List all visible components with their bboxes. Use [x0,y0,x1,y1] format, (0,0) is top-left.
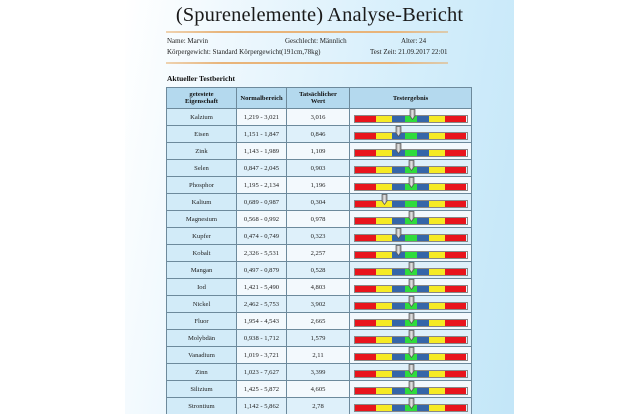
patient-gender: Geschlecht: Männlich [285,37,347,45]
cell-property: Strontium [167,398,237,414]
scale-segment [376,133,392,139]
cell-actual-value: 3,399 [287,364,350,381]
cell-actual-value: 0,903 [287,160,350,177]
scale-bar [354,200,468,208]
cell-test-result [350,126,472,143]
cell-actual-value: 0,528 [287,262,350,279]
scale-segment [392,354,405,360]
scale-segment [417,133,429,139]
scale-segment [417,116,429,122]
scale-segment [429,354,445,360]
scale-segment [445,354,467,360]
scale-segment [417,167,429,173]
result-marker-icon [395,126,402,137]
result-scale [354,126,468,142]
scale-segment [417,269,429,275]
scale-segment [392,388,405,394]
result-scale [354,279,468,295]
scale-segment [445,286,467,292]
result-marker-icon [409,109,416,120]
divider-bottom [166,62,448,64]
cell-test-result [350,330,472,347]
cell-actual-value: 3,016 [287,109,350,126]
scale-segment [376,405,392,411]
report-page [125,0,514,414]
cell-property: Magnesium [167,211,237,228]
result-scale [354,296,468,312]
cell-actual-value: 4,803 [287,279,350,296]
scale-segment [392,405,405,411]
result-scale [354,211,468,227]
cell-test-result [350,364,472,381]
scale-segment [429,184,445,190]
scale-segment [392,320,405,326]
scale-segment [355,354,377,360]
scale-segment [376,252,392,258]
cell-actual-value: 1,196 [287,177,350,194]
cell-test-result [350,262,472,279]
table-row [167,109,472,126]
cell-property: Nickel [167,296,237,313]
cell-test-result [350,211,472,228]
scale-segment [376,388,392,394]
result-marker-icon [408,262,415,273]
result-marker-icon [408,381,415,392]
cell-property: Kalzium [167,109,237,126]
scale-segment [376,184,392,190]
scale-segment [417,371,429,377]
cell-test-result [350,279,472,296]
scale-segment [355,320,377,326]
cell-property: Iod [167,279,237,296]
result-scale [354,160,468,176]
header-actual-line1: Tatsächlicher [299,91,337,98]
scale-segment [445,184,467,190]
cell-property: Zink [167,143,237,160]
cell-property: Zinn [167,364,237,381]
cell-test-result [350,160,472,177]
cell-test-result [350,194,472,211]
cell-test-result [350,109,472,126]
scale-segment [429,116,445,122]
table-row [167,245,472,262]
scale-segment [429,286,445,292]
cell-normal-range: 0,938 - 1,712 [237,330,287,347]
cell-property: Kobalt [167,245,237,262]
scale-segment [445,269,467,275]
cell-actual-value: 4,605 [287,381,350,398]
cell-actual-value: 2,11 [287,347,350,364]
scale-segment [355,167,377,173]
result-scale [354,262,468,278]
scale-segment [445,201,467,207]
table-row [167,262,472,279]
scale-segment [376,218,392,224]
cell-test-result [350,245,472,262]
result-scale [354,143,468,159]
scale-segment [417,354,429,360]
scale-segment [392,116,405,122]
scale-segment [445,116,467,122]
scale-segment [417,337,429,343]
scale-segment [376,167,392,173]
patient-age: Alter: 24 [401,37,427,45]
scale-segment [405,150,418,156]
scale-segment [445,235,467,241]
scale-segment [392,269,405,275]
scale-segment [355,371,377,377]
cell-test-result [350,398,472,414]
table-row [167,296,472,313]
result-marker-icon [408,279,415,290]
header-test-result: Testergebnis [350,88,472,109]
scale-segment [417,235,429,241]
patient-name: Name: Marvin [167,37,209,45]
result-marker-icon [408,313,415,324]
scale-segment [392,167,405,173]
scale-segment [355,184,377,190]
scale-segment [376,303,392,309]
scale-segment [417,286,429,292]
scale-segment [392,303,405,309]
scale-segment [392,184,405,190]
table-row [167,381,472,398]
scale-segment [429,133,445,139]
scale-segment [392,218,405,224]
scale-segment [417,201,429,207]
result-scale [354,177,468,193]
scale-segment [355,116,377,122]
result-marker-icon [395,228,402,239]
cell-property: Selen [167,160,237,177]
scale-segment [355,337,377,343]
cell-actual-value: 1,109 [287,143,350,160]
scale-segment [445,405,467,411]
result-scale [354,364,468,380]
cell-actual-value: 2,257 [287,245,350,262]
cell-test-result [350,177,472,194]
scale-segment [429,150,445,156]
table-row [167,126,472,143]
cell-property: Phosphor [167,177,237,194]
scale-segment [417,303,429,309]
cell-normal-range: 1,954 - 4,543 [237,313,287,330]
scale-segment [417,252,429,258]
cell-property: Eisen [167,126,237,143]
cell-property: Fluor [167,313,237,330]
scale-segment [376,354,392,360]
cell-actual-value: 0,304 [287,194,350,211]
scale-segment [429,269,445,275]
scale-segment [429,371,445,377]
scale-segment [405,252,418,258]
scale-segment [429,235,445,241]
scale-segment [405,201,418,207]
table-row [167,364,472,381]
scale-segment [429,303,445,309]
cell-normal-range: 0,847 - 2,045 [237,160,287,177]
scale-segment [429,320,445,326]
scale-segment [376,235,392,241]
result-marker-icon [408,398,415,409]
cell-normal-range: 2,462 - 5,753 [237,296,287,313]
cell-actual-value: 3,902 [287,296,350,313]
cell-test-result [350,228,472,245]
table-row [167,330,472,347]
table-row [167,398,472,414]
header-actual-line2: Wert [310,98,326,105]
scale-segment [445,371,467,377]
scale-segment [355,286,377,292]
result-scale [354,245,468,261]
divider-top [166,31,448,33]
table-row [167,347,472,364]
table-row [167,160,472,177]
scale-segment [392,337,405,343]
table-row [167,143,472,160]
scale-segment [405,133,418,139]
scale-segment [445,150,467,156]
cell-test-result [350,296,472,313]
scale-segment [445,167,467,173]
header-property-line2: Eigenschaft [185,98,218,105]
scale-segment [376,150,392,156]
scale-segment [392,201,405,207]
result-scale [354,347,468,363]
scale-segment [445,252,467,258]
scale-bar [354,149,468,157]
cell-normal-range: 1,142 - 5,862 [237,398,287,414]
scale-segment [445,320,467,326]
table-row [167,228,472,245]
result-marker-icon [381,194,388,205]
result-marker-icon [408,296,415,307]
scale-segment [445,388,467,394]
result-marker-icon [408,177,415,188]
scale-segment [429,252,445,258]
cell-normal-range: 1,151 - 1,847 [237,126,287,143]
cell-property: Mangan [167,262,237,279]
cell-normal-range: 1,425 - 5,872 [237,381,287,398]
cell-normal-range: 1,195 - 2,134 [237,177,287,194]
section-title: Aktueller Testbericht [167,74,235,83]
table-row [167,313,472,330]
cell-normal-range: 0,474 - 0,749 [237,228,287,245]
cell-normal-range: 1,219 - 3,021 [237,109,287,126]
scale-segment [376,116,392,122]
scale-segment [417,405,429,411]
result-marker-icon [408,347,415,358]
cell-actual-value: 0,978 [287,211,350,228]
scale-segment [429,218,445,224]
scale-segment [355,252,377,258]
scale-segment [429,167,445,173]
scale-segment [355,235,377,241]
scale-segment [445,133,467,139]
header-normal-range: Normalbereich [237,88,287,109]
table-row [167,279,472,296]
scale-segment [355,150,377,156]
scale-segment [355,303,377,309]
scale-segment [445,303,467,309]
scale-segment [355,388,377,394]
scale-bar [354,132,468,140]
cell-normal-range: 1,421 - 5,490 [237,279,287,296]
scale-segment [355,269,377,275]
cell-actual-value: 0,323 [287,228,350,245]
cell-actual-value: 0,846 [287,126,350,143]
table-row [167,211,472,228]
scale-segment [417,320,429,326]
scale-segment [376,371,392,377]
cell-actual-value: 1,579 [287,330,350,347]
scale-bar [354,251,468,259]
result-marker-icon [395,143,402,154]
scale-segment [417,184,429,190]
scale-segment [392,371,405,377]
scale-segment [376,320,392,326]
result-marker-icon [408,160,415,171]
result-scale [354,109,468,125]
header-property [167,88,237,109]
scale-segment [355,133,377,139]
result-scale [354,398,468,414]
scale-segment [445,218,467,224]
cell-normal-range: 1,023 - 7,627 [237,364,287,381]
test-time: Test Zeit: 21.09.2017 22:01 [370,48,448,56]
result-scale [354,228,468,244]
cell-normal-range: 0,689 - 0,987 [237,194,287,211]
scale-segment [429,388,445,394]
cell-property: Kupfer [167,228,237,245]
result-marker-icon [408,364,415,375]
scale-segment [417,218,429,224]
cell-property: Kalium [167,194,237,211]
result-scale [354,381,468,397]
cell-property: Molybdän [167,330,237,347]
result-marker-icon [395,245,402,256]
cell-actual-value: 2,665 [287,313,350,330]
cell-test-result [350,143,472,160]
scale-segment [355,405,377,411]
scale-bar [354,234,468,242]
cell-test-result [350,347,472,364]
report-title: (Spurenelemente) Analyse-Bericht [175,4,464,26]
scale-segment [376,286,392,292]
scale-segment [376,269,392,275]
scale-segment [445,337,467,343]
cell-normal-range: 1,143 - 1,989 [237,143,287,160]
cell-normal-range: 1,019 - 3,721 [237,347,287,364]
scale-segment [429,405,445,411]
scale-segment [429,337,445,343]
patient-weight: Körpergewicht: Standard Körpergewicht(191cm,78kg) [167,48,321,56]
scale-segment [417,388,429,394]
result-marker-icon [408,211,415,222]
cell-property: Silizium [167,381,237,398]
cell-normal-range: 2,326 - 5,531 [237,245,287,262]
table-row [167,177,472,194]
scale-segment [355,218,377,224]
result-scale [354,330,468,346]
table-row [167,194,472,211]
cell-test-result [350,381,472,398]
cell-property: Vanadium [167,347,237,364]
results-table [166,87,472,414]
scale-segment [355,201,377,207]
cell-normal-range: 0,568 - 0,992 [237,211,287,228]
cell-normal-range: 0,497 - 0,879 [237,262,287,279]
scale-segment [405,235,418,241]
header-property-line1: getestete [189,91,214,98]
cell-actual-value: 2,78 [287,398,350,414]
scale-segment [429,201,445,207]
result-marker-icon [408,330,415,341]
cell-test-result [350,313,472,330]
table-header-row [167,88,472,109]
header-actual-value [287,88,350,109]
scale-segment [392,286,405,292]
scale-segment [417,150,429,156]
result-scale [354,194,468,210]
scale-segment [376,337,392,343]
result-scale [354,313,468,329]
